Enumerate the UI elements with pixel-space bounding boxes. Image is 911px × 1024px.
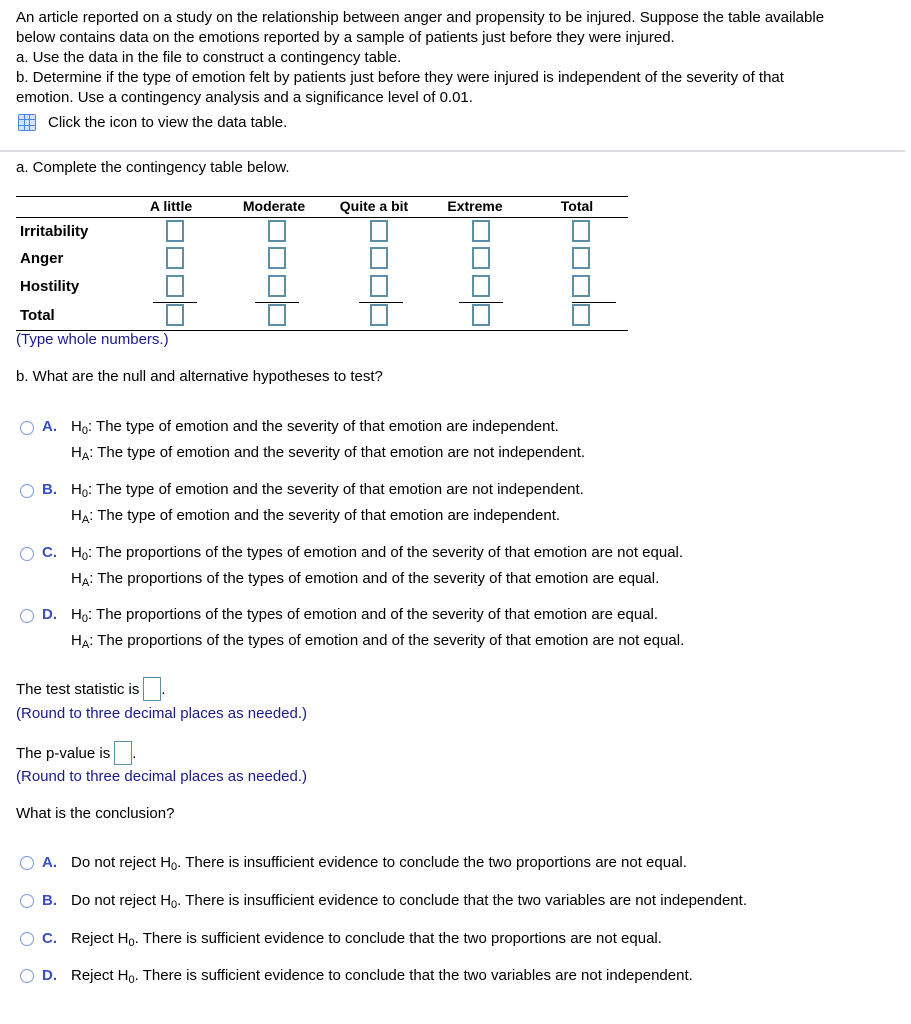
alternative-hypothesis: $H_A$: The proportions of the types of emotion and of the severity of that emotion are not equal. <box>71 632 685 651</box>
radio-button[interactable] <box>20 969 34 983</box>
null-hypothesis: $H_0$: The type of emotion and the severity of that emotion are not independent. <box>71 481 584 500</box>
row-label-total: Total <box>20 307 55 324</box>
cell-hostility-a-little[interactable] <box>166 275 184 297</box>
option-letter: C. <box>42 544 57 561</box>
sum-rule <box>572 302 616 303</box>
row-label-hostility: Hostility <box>20 278 80 295</box>
hypothesis-option-c[interactable] <box>20 544 683 592</box>
cell-hostility-quite-a-bit[interactable] <box>370 275 388 297</box>
cell-total-moderate[interactable] <box>268 304 286 326</box>
option-letter: D. <box>42 967 57 984</box>
test-statistic-label: The test statistic is <box>16 680 140 698</box>
radio-button[interactable] <box>20 484 34 498</box>
sum-rule <box>255 302 299 303</box>
p-value-input[interactable] <box>114 741 132 765</box>
hypothesis-option-d[interactable] <box>20 606 684 654</box>
column-header-total: Total <box>560 198 594 214</box>
conclusion-option-d[interactable] <box>20 967 693 984</box>
cell-irritability-extreme[interactable] <box>472 220 490 242</box>
cell-anger-moderate[interactable] <box>268 247 286 269</box>
intro-line: a. Use the data in the file to construct a contingency table. <box>16 49 402 66</box>
null-hypothesis: $H_0$: The type of emotion and the severity of that emotion are independent. <box>71 418 559 437</box>
conclusion-option-c[interactable] <box>20 930 662 947</box>
grid-table-icon[interactable] <box>18 114 36 131</box>
radio-button[interactable] <box>20 856 34 870</box>
intro-line: b. Determine if the type of emotion felt by patients just before they were injured is independent of the severity of that <box>16 69 784 86</box>
sum-rule <box>359 302 403 303</box>
cell-irritability-a-little[interactable] <box>166 220 184 242</box>
cell-irritability-moderate[interactable] <box>268 220 286 242</box>
alternative-hypothesis: $H_A$: The type of emotion and the severity of that emotion are not independent. <box>71 444 586 463</box>
intro-line: emotion. Use a contingency analysis and a significance level of 0.01. <box>16 89 473 106</box>
test-statistic-row <box>16 677 166 701</box>
cell-hostility-moderate[interactable] <box>268 275 286 297</box>
cell-anger-extreme[interactable] <box>472 247 490 269</box>
cell-total-a-little[interactable] <box>166 304 184 326</box>
option-text: Do not reject $H_0$. There is insufficient evidence to conclude the two proportions are not equal. <box>71 854 687 873</box>
radio-button[interactable] <box>20 894 34 908</box>
column-header-moderate: Moderate <box>242 198 306 214</box>
hypothesis-option-b[interactable] <box>20 481 584 529</box>
intro-line: below contains data on the emotions reported by a sample of patients just before they were injured. <box>16 29 675 46</box>
data-table-link-text: Click the icon to view the data table. <box>48 114 288 131</box>
cell-irritability-quite-a-bit[interactable] <box>370 220 388 242</box>
test-statistic-hint: (Round to three decimal places as needed.) <box>16 705 308 722</box>
part-a-prompt: a. Complete the contingency table below. <box>16 159 290 176</box>
p-value-hint: (Round to three decimal places as needed.) <box>16 768 308 785</box>
cell-hostility-extreme[interactable] <box>472 275 490 297</box>
alternative-hypothesis: $H_A$: The proportions of the types of emotion and of the severity of that emotion are equal. <box>71 570 660 589</box>
row-label-anger: Anger <box>20 250 64 267</box>
alternative-hypothesis: $H_A$: The type of emotion and the severity of that emotion are independent. <box>71 507 561 526</box>
radio-button[interactable] <box>20 932 34 946</box>
cell-total-extreme[interactable] <box>472 304 490 326</box>
option-letter: C. <box>42 930 57 947</box>
period: . <box>161 680 166 698</box>
hypothesis-option-a[interactable] <box>20 418 585 466</box>
radio-button[interactable] <box>20 547 34 561</box>
option-text: Do not reject $H_0$. There is insufficient evidence to conclude that the two variables are not independent. <box>71 892 747 911</box>
option-letter: A. <box>42 418 57 435</box>
row-label-irritability: Irritability <box>20 223 89 240</box>
option-letter: A. <box>42 854 57 871</box>
radio-button[interactable] <box>20 609 34 623</box>
problem-statement <box>16 8 906 108</box>
option-text: Reject $H_0$. There is sufficient evidence to conclude that the two proportions are not equal. <box>71 930 662 949</box>
cell-total-grand-total[interactable] <box>572 304 590 326</box>
cell-total-quite-a-bit[interactable] <box>370 304 388 326</box>
part-b-prompt: b. What are the null and alternative hypotheses to test? <box>16 368 383 385</box>
cell-anger-quite-a-bit[interactable] <box>370 247 388 269</box>
sum-rule <box>459 302 503 303</box>
cell-anger-total[interactable] <box>572 247 590 269</box>
conclusion-prompt: What is the conclusion? <box>16 805 175 822</box>
test-statistic-input[interactable] <box>143 677 161 701</box>
p-value-label: The p-value is <box>16 744 111 762</box>
column-header-a-little: A little <box>149 198 193 214</box>
whole-numbers-hint: (Type whole numbers.) <box>16 331 169 348</box>
null-hypothesis: $H_0$: The proportions of the types of emotion and of the severity of that emotion are equal. <box>71 606 659 625</box>
conclusion-option-a[interactable] <box>20 854 687 871</box>
option-text: Reject $H_0$. There is sufficient evidence to conclude that the two variables are not independent. <box>71 967 693 986</box>
conclusion-option-b[interactable] <box>20 892 747 909</box>
table-header-rule <box>16 217 628 218</box>
period: . <box>132 744 137 762</box>
column-header-extreme: Extreme <box>447 198 503 214</box>
cell-irritability-total[interactable] <box>572 220 590 242</box>
sum-rule <box>153 302 197 303</box>
null-hypothesis: $H_0$: The proportions of the types of emotion and of the severity of that emotion are not equal. <box>71 544 684 563</box>
option-letter: B. <box>42 481 57 498</box>
column-header-quite-a-bit: Quite a bit <box>339 198 409 214</box>
table-top-rule <box>16 196 628 197</box>
view-data-table-link[interactable] <box>18 114 287 131</box>
p-value-row <box>16 741 136 765</box>
intro-line: An article reported on a study on the relationship between anger and propensity to be injured. Suppose the table available <box>16 9 825 26</box>
radio-button[interactable] <box>20 421 34 435</box>
cell-anger-a-little[interactable] <box>166 247 184 269</box>
cell-hostility-total[interactable] <box>572 275 590 297</box>
option-letter: D. <box>42 606 57 623</box>
section-divider <box>0 150 905 152</box>
option-letter: B. <box>42 892 57 909</box>
